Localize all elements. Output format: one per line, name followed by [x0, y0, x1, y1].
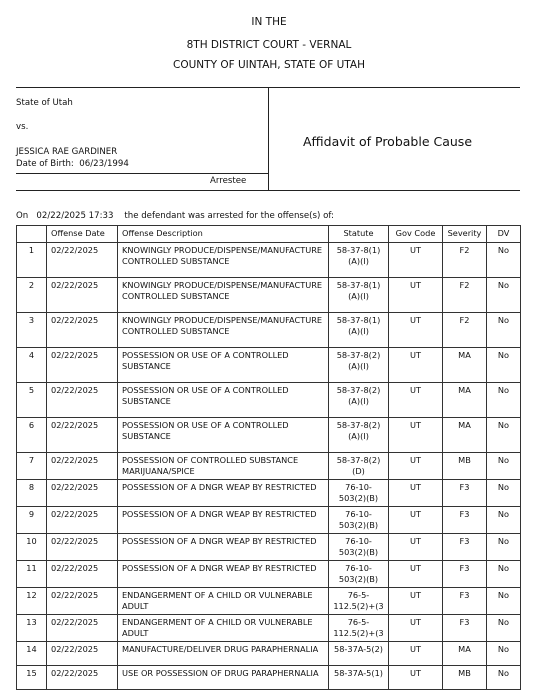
gov-code: UT	[389, 588, 443, 615]
offense-date: 02/22/2025	[47, 666, 118, 690]
statute: 58-37-8(1)(A)(I)	[329, 243, 389, 278]
table-row	[17, 348, 521, 383]
severity: MA	[443, 383, 487, 418]
offense-date: 02/22/2025	[47, 383, 118, 418]
statute: 76-10-503(2)(B)	[329, 534, 389, 561]
offense-date: 02/22/2025	[47, 243, 118, 278]
table-row	[17, 480, 521, 507]
severity: F3	[443, 534, 487, 561]
offense-description: KNOWINGLY PRODUCE/DISPENSE/MANUFACTURE CONTROLLED SUBSTANCE	[118, 313, 329, 348]
offense-description: KNOWINGLY PRODUCE/DISPENSE/MANUFACTURE CONTROLLED SUBSTANCE	[118, 243, 329, 278]
offense-description: POSSESSION OR USE OF A CONTROLLED SUBSTANCE	[118, 418, 329, 453]
dv: No	[487, 534, 521, 561]
versus: vs.	[16, 122, 29, 132]
offense-description: POSSESSION OF A DNGR WEAP BY RESTRICTED	[118, 480, 329, 507]
dv: No	[487, 642, 521, 666]
offense-description: POSSESSION OR USE OF A CONTROLLED SUBSTANCE	[118, 383, 329, 418]
dv: No	[487, 418, 521, 453]
document-title: Affidavit of Probable Cause	[303, 134, 473, 149]
table-row	[17, 418, 521, 453]
statute: 76-5-112.5(2)+(3	[329, 615, 389, 642]
dob-label: Date of Birth:	[16, 159, 74, 169]
severity: MA	[443, 642, 487, 666]
gov-code: UT	[389, 642, 443, 666]
table-row	[17, 383, 521, 418]
offense-date: 02/22/2025	[47, 588, 118, 615]
court-line-2: 8TH DISTRICT COURT - VERNAL	[186, 39, 352, 51]
gov-code: UT	[389, 383, 443, 418]
statute: 76-10-503(2)(B)	[329, 507, 389, 534]
dv: No	[487, 243, 521, 278]
severity: F3	[443, 480, 487, 507]
defendant-name: JESSICA RAE GARDINER	[16, 147, 118, 157]
offense-description: ENDANGERMENT OF A CHILD OR VULNERABLE ADULT	[118, 615, 329, 642]
offense-date: 02/22/2025	[47, 534, 118, 561]
table-row	[17, 534, 521, 561]
severity: F3	[443, 588, 487, 615]
dv: No	[487, 383, 521, 418]
arrestee-line	[16, 173, 268, 174]
gov-code: UT	[389, 418, 443, 453]
caption-divider	[268, 88, 269, 190]
row-number: 5	[17, 383, 47, 418]
severity: F3	[443, 507, 487, 534]
table-row	[17, 615, 521, 642]
statute: 76-10-503(2)(B)	[329, 480, 389, 507]
col-header-severity: Severity	[443, 226, 487, 243]
dv: No	[487, 480, 521, 507]
gov-code: UT	[389, 278, 443, 313]
intro-text: the defendant was arrested for the offense(s) of:	[124, 211, 334, 221]
defendant-dob	[16, 159, 129, 169]
dv: No	[487, 666, 521, 690]
row-number: 7	[17, 453, 47, 480]
severity: F3	[443, 561, 487, 588]
severity: F3	[443, 615, 487, 642]
statute: 58-37-8(2)(D)	[329, 453, 389, 480]
row-number: 3	[17, 313, 47, 348]
statute: 58-37-8(1)(A)(I)	[329, 313, 389, 348]
court-line-3: COUNTY OF UINTAH, STATE OF UTAH	[173, 59, 365, 71]
gov-code: UT	[389, 666, 443, 690]
gov-code: UT	[389, 313, 443, 348]
offense-description: POSSESSION OF CONTROLLED SUBSTANCE MARIJUANA/SPICE	[118, 453, 329, 480]
col-header-dv: DV	[487, 226, 521, 243]
severity: MB	[443, 453, 487, 480]
offense-date: 02/22/2025	[47, 348, 118, 383]
offense-description: ENDANGERMENT OF A CHILD OR VULNERABLE ADULT	[118, 588, 329, 615]
col-header-offense-date: Offense Date	[47, 226, 118, 243]
arrest-statement	[16, 211, 334, 221]
dv: No	[487, 453, 521, 480]
statute: 58-37A-5(1)	[329, 666, 389, 690]
gov-code: UT	[389, 348, 443, 383]
offense-description: USE OR POSSESSION OF DRUG PARAPHERNALIA	[118, 666, 329, 690]
gov-code: UT	[389, 534, 443, 561]
statute: 58-37-8(2)(A)(I)	[329, 348, 389, 383]
offense-date: 02/22/2025	[47, 453, 118, 480]
court-line-1: IN THE	[251, 16, 287, 28]
offense-date: 02/22/2025	[47, 507, 118, 534]
dob-value: 06/23/1994	[79, 159, 129, 169]
offense-description: MANUFACTURE/DELIVER DRUG PARAPHERNALIA	[118, 642, 329, 666]
offense-description: KNOWINGLY PRODUCE/DISPENSE/MANUFACTURE CONTROLLED SUBSTANCE	[118, 278, 329, 313]
statute: 58-37-8(1)(A)(I)	[329, 278, 389, 313]
table-row	[17, 507, 521, 534]
offense-date: 02/22/2025	[47, 615, 118, 642]
row-number: 11	[17, 561, 47, 588]
statute: 58-37-8(2)(A)(I)	[329, 383, 389, 418]
offense-date: 02/22/2025	[47, 642, 118, 666]
col-header-number	[17, 226, 47, 243]
col-header-statute: Statute	[329, 226, 389, 243]
statute: 58-37-8(2)(A)(I)	[329, 418, 389, 453]
table-row	[17, 313, 521, 348]
plaintiff: State of Utah	[16, 98, 73, 108]
col-header-description: Offense Description	[118, 226, 329, 243]
statute: 58-37A-5(2)	[329, 642, 389, 666]
gov-code: UT	[389, 480, 443, 507]
table-row	[17, 278, 521, 313]
offense-description: POSSESSION OF A DNGR WEAP BY RESTRICTED	[118, 507, 329, 534]
severity: MA	[443, 348, 487, 383]
dv: No	[487, 507, 521, 534]
severity: F2	[443, 313, 487, 348]
row-number: 9	[17, 507, 47, 534]
offense-rows	[17, 243, 521, 690]
row-number: 15	[17, 666, 47, 690]
table-row	[17, 453, 521, 480]
gov-code: UT	[389, 615, 443, 642]
col-header-gov-code: Gov Code	[389, 226, 443, 243]
statute: 76-10-503(2)(B)	[329, 561, 389, 588]
offense-description: POSSESSION OR USE OF A CONTROLLED SUBSTANCE	[118, 348, 329, 383]
dv: No	[487, 278, 521, 313]
row-number: 8	[17, 480, 47, 507]
offense-date: 02/22/2025	[47, 480, 118, 507]
severity: F2	[443, 278, 487, 313]
gov-code: UT	[389, 453, 443, 480]
offense-date: 02/22/2025	[47, 561, 118, 588]
row-number: 2	[17, 278, 47, 313]
case-caption	[16, 87, 520, 191]
dv: No	[487, 348, 521, 383]
table-row	[17, 666, 521, 690]
row-number: 6	[17, 418, 47, 453]
statute: 76-5-112.5(2)+(3	[329, 588, 389, 615]
gov-code: UT	[389, 507, 443, 534]
intro-prefix: On	[16, 211, 29, 221]
table-row	[17, 642, 521, 666]
severity: MA	[443, 418, 487, 453]
offense-description: POSSESSION OF A DNGR WEAP BY RESTRICTED	[118, 534, 329, 561]
offense-date: 02/22/2025	[47, 313, 118, 348]
arrest-datetime: 02/22/2025 17:33	[36, 211, 114, 221]
dv: No	[487, 313, 521, 348]
arrestee-label: Arrestee	[210, 176, 247, 186]
table-row	[17, 588, 521, 615]
row-number: 14	[17, 642, 47, 666]
row-number: 12	[17, 588, 47, 615]
severity: F2	[443, 243, 487, 278]
table-row	[17, 243, 521, 278]
offense-date: 02/22/2025	[47, 278, 118, 313]
dv: No	[487, 588, 521, 615]
row-number: 1	[17, 243, 47, 278]
gov-code: UT	[389, 243, 443, 278]
table-row	[17, 561, 521, 588]
offense-date: 02/22/2025	[47, 418, 118, 453]
row-number: 13	[17, 615, 47, 642]
row-number: 10	[17, 534, 47, 561]
offense-description: POSSESSION OF A DNGR WEAP BY RESTRICTED	[118, 561, 329, 588]
dv: No	[487, 615, 521, 642]
table-header-row	[17, 226, 521, 243]
severity: MB	[443, 666, 487, 690]
offense-table	[16, 225, 521, 690]
dv: No	[487, 561, 521, 588]
row-number: 4	[17, 348, 47, 383]
gov-code: UT	[389, 561, 443, 588]
